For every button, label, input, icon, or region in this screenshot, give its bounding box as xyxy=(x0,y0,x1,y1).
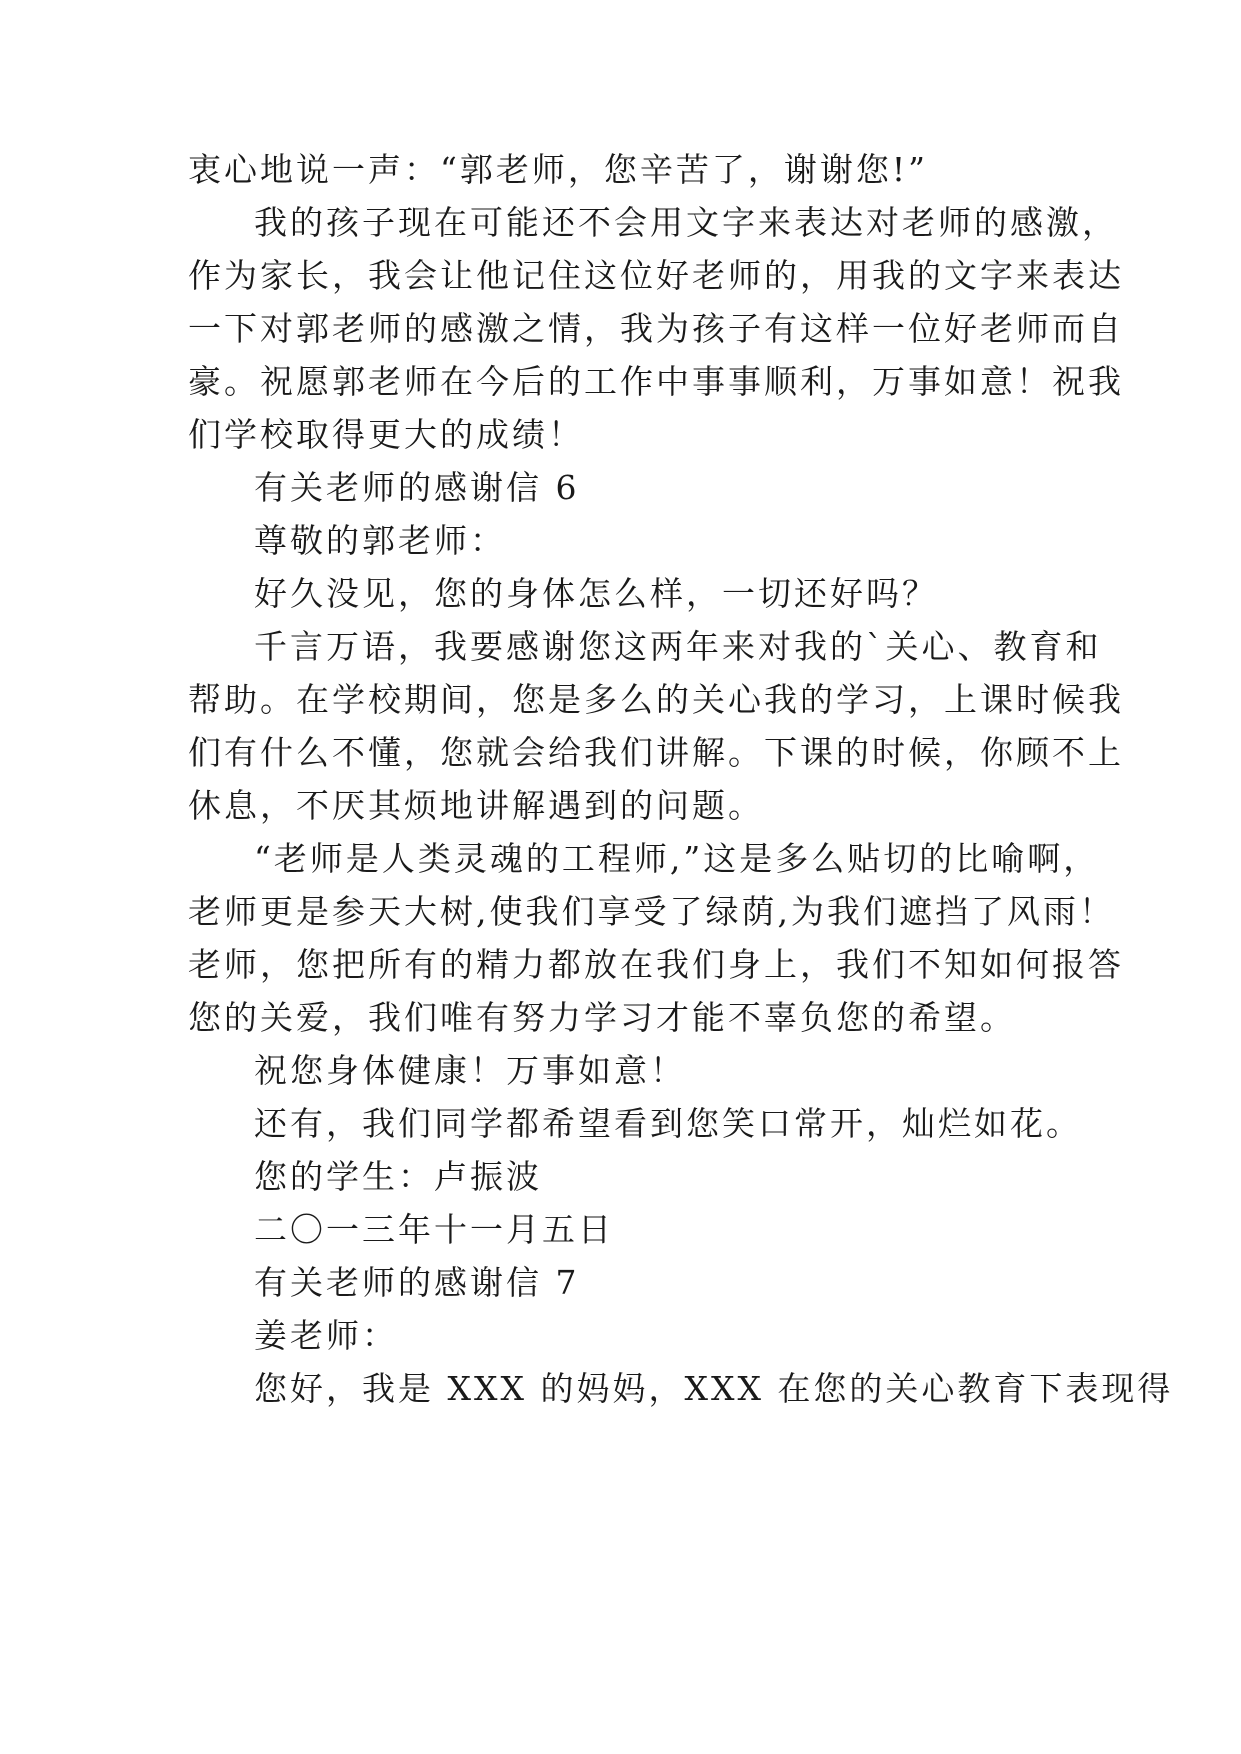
text-line: 帮助。在学校期间，您是多么的关心我的学习，上课时候我 xyxy=(188,680,1124,719)
text-line: 们有什么不懂，您就会给我们讲解。下课的时候，你顾不上 xyxy=(188,733,1124,772)
text-line: 休息，不厌其烦地讲解遇到的问题。 xyxy=(188,786,764,825)
text-line: 豪。祝愿郭老师在今后的工作中事事顺利，万事如意！祝我 xyxy=(188,362,1124,401)
section-heading: 有关老师的感谢信 6 xyxy=(254,468,580,507)
signature: 您的学生：卢振波 xyxy=(254,1157,542,1196)
salutation: 姜老师： xyxy=(254,1316,398,1355)
text-line: 衷心地说一声：“郭老师，您辛苦了，谢谢您!” xyxy=(188,150,929,189)
text-line: 千言万语，我要感谢您这两年来对我的`关心、教育和 xyxy=(254,627,1102,666)
text-line: “老师是人类灵魂的工程师,”这是多么贴切的比喻啊， xyxy=(254,839,1100,878)
text-line: 老师更是参天大树,使我们享受了绿荫,为我们遮挡了风雨！ xyxy=(188,892,1115,931)
date: 二〇一三年十一月五日 xyxy=(254,1210,614,1249)
section-heading: 有关老师的感谢信 7 xyxy=(254,1263,580,1302)
text-line: 祝您身体健康！万事如意！ xyxy=(254,1051,686,1090)
text-line: 们学校取得更大的成绩！ xyxy=(188,415,584,454)
text-line: 老师，您把所有的精力都放在我们身上，我们不知如何报答 xyxy=(188,945,1124,984)
text-line: 一下对郭老师的感激之情，我为孩子有这样一位好老师而自 xyxy=(188,309,1124,348)
document-page xyxy=(188,0,1174,1754)
salutation: 尊敬的郭老师： xyxy=(254,521,506,560)
text-line: 我的孩子现在可能还不会用文字来表达对老师的感激， xyxy=(254,203,1118,242)
text-line: 好久没见，您的身体怎么样，一切还好吗？ xyxy=(254,574,938,613)
text-line: 还有，我们同学都希望看到您笑口常开，灿烂如花。 xyxy=(254,1104,1082,1143)
text-line: 您好，我是 XXX 的妈妈，XXX 在您的关心教育下表现得 xyxy=(254,1369,1174,1408)
text-line: 您的关爱，我们唯有努力学习才能不辜负您的希望。 xyxy=(188,998,1016,1037)
text-line: 作为家长，我会让他记住这位好老师的，用我的文字来表达 xyxy=(188,256,1124,295)
